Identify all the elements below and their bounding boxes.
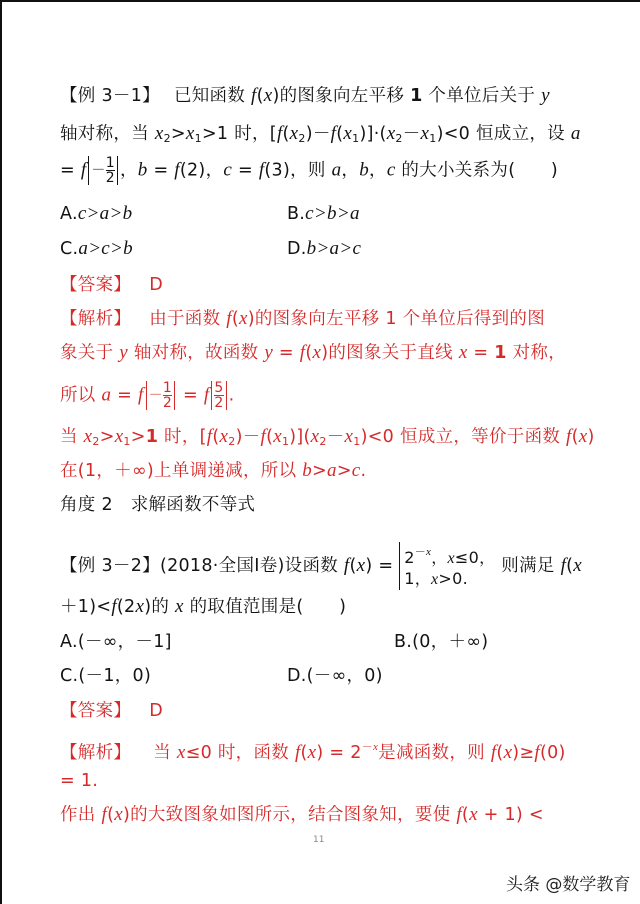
example1-option-b[interactable]: B.c>b>a [287,203,360,224]
example1-analysis-line1: 【解析】 由于函数 f(x)的图象向左平移 1 个单位后得到的图 [60,308,546,329]
answer-value: D [149,275,163,295]
example1-line1: 【例 3－1】 已知函数 f(x)的图象向左平移 1 个单位后关于 y [60,85,550,106]
example1-analysis-line5: 在(1，＋∞)上单调递减，所以 b>a>c. [60,460,367,481]
analysis-tag: 【解析】 [60,743,132,763]
answer-value: D [149,701,163,721]
example1-line3: = f － $\frac{1}{2}$ ，b = f(2)，c = f(3)，则 a，b，c 的大小关系为( ) [60,155,559,186]
answer-tag: 【答案】 [60,701,132,721]
page-border-left [0,0,2,904]
example1-option-a[interactable]: A.c>a>b [60,203,133,224]
example1-analysis-line3: 所以 a = f － $\frac{1}{2}$ = f $\frac{5}{2}$ . [60,380,235,411]
example2-analysis-line1: 【解析】 当 x≤0 时，函数 $f(x) = 2^{-x}$是减函数，则 f(x)≥f(0) [60,740,566,763]
example1-line2: 轴对称，当 $x_2>x_1>1$ 时，$[f(x_2)-f(x_1)]\cdot(x_2-x_1)<0$ 恒成立，设 a [60,123,581,145]
example1-analysis-line4: 当 $x_2>x_1>1$ 时，$[f(x_2)-f(x_1)](x_2-x_1)<0$ 恒成立，等价于函数 f(x) [60,426,595,448]
section-heading: 角度 2 求解函数不等式 [60,495,256,515]
example2-option-a[interactable]: A.(－∞，－1] [60,632,172,652]
example1-option-d[interactable]: D.b>a>c [287,238,362,259]
page-number: 11 [313,835,325,845]
page-border-top [0,0,640,2]
example2-answer [60,699,163,723]
example1-analysis-line2: 象关于 y 轴对称，故函数 y = f(x)的图象关于直线 x = 1 对称， [60,342,567,363]
example2-analysis-line2: = 1. [60,771,99,791]
example2-option-b[interactable]: B.(0，＋∞) [394,632,489,652]
example2-line2: ＋1)<f(2x)的 x 的取值范围是( ) [60,596,347,617]
example1-option-c[interactable]: C.a>c>b [60,238,133,259]
fraction-neg-half: － $\frac{1}{2}$ [88,156,118,185]
example2-tag: 【例 3－2】 [60,556,160,576]
example1-answer [60,273,163,297]
example2-option-c[interactable]: C.(－1，0) [60,666,152,686]
piecewise-function: $2^{-x}$，x≤0， 1，x>0. [399,542,495,590]
example2-line1: 【例 3－2】(2018·全国Ⅰ卷)设函数 f(x) = $2^{-x}$，x≤0， 1，x>0. 则满足 f(x [60,542,582,590]
example2-analysis-line3: 作出 f(x)的大致图象如图所示，结合图象知，要使 f(x + 1) < [60,804,544,825]
example2-option-d[interactable]: D.(－∞，0) [287,666,383,686]
watermark: 头条 @数学教育 [506,875,631,895]
example1-tag: 【例 3－1】 [60,86,160,106]
answer-tag: 【答案】 [60,275,132,295]
analysis-tag: 【解析】 [60,309,132,329]
